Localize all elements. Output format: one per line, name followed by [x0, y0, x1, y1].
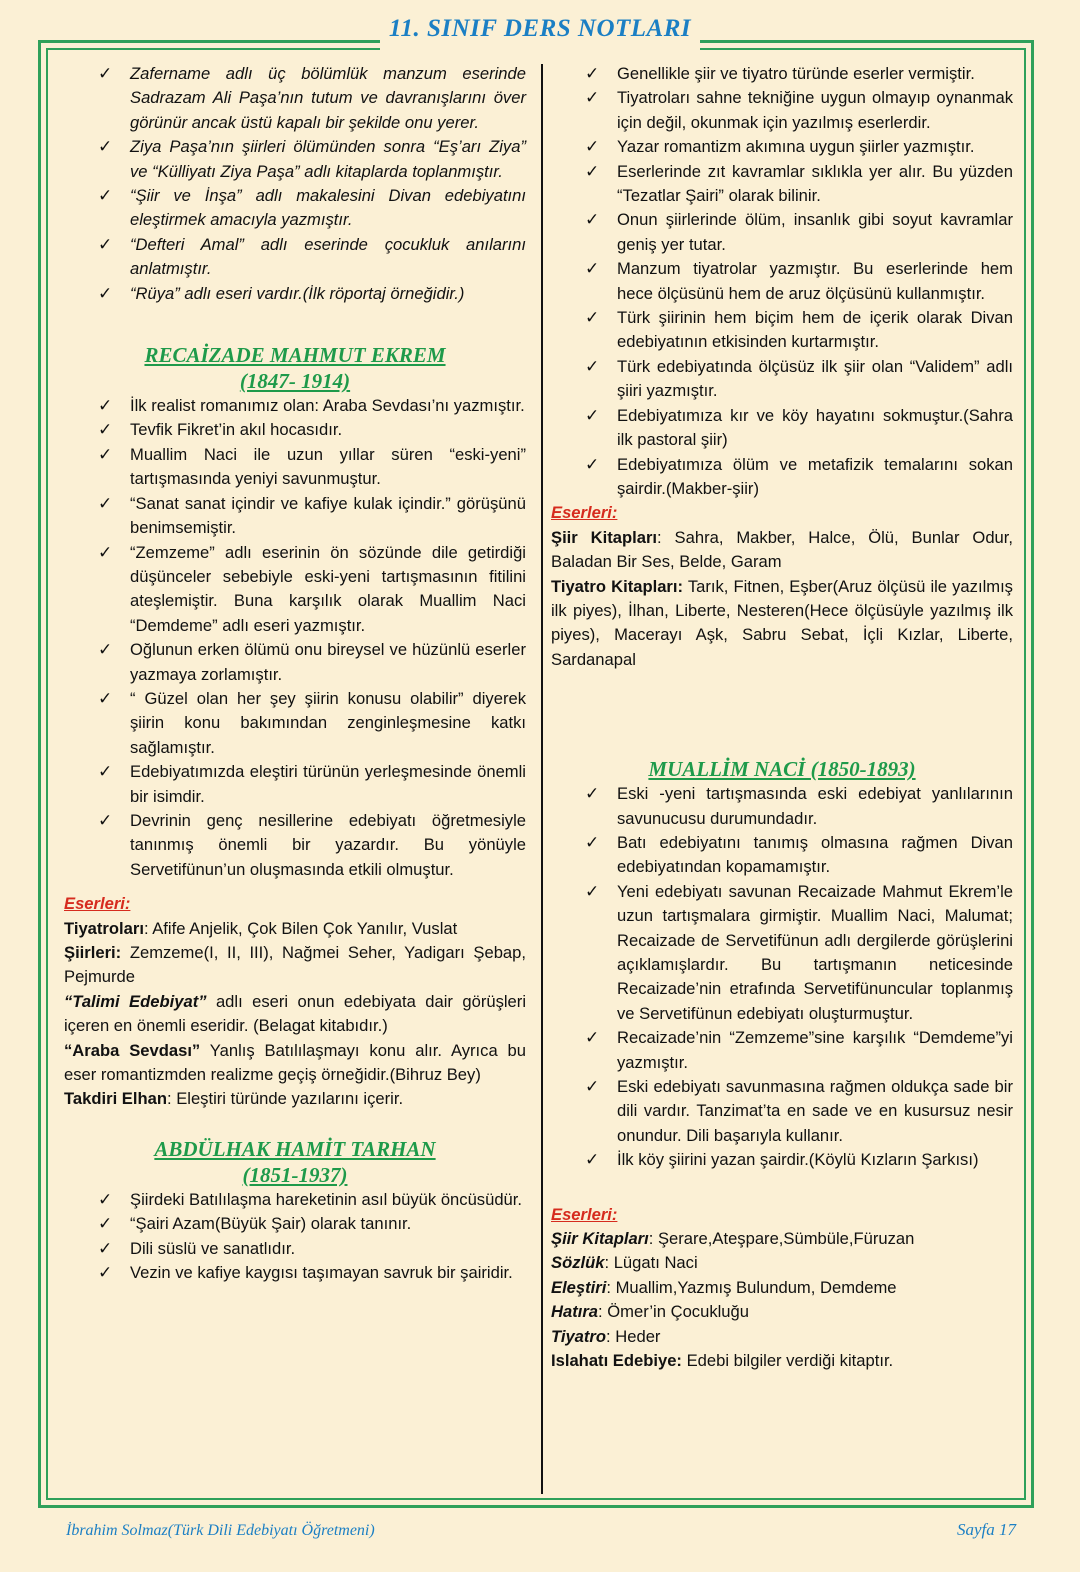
list-item: ✓ Edebiyatımıza ölüm ve metafizik temalarını sokan şairdir.(Makber-şiir): [551, 453, 1013, 502]
list-item: ✓ Yazar romantizm akımına uygun şiirler yazmıştır.: [551, 135, 1013, 159]
list-item: ✓ Muallim Naci ile uzun yıllar süren “eski-yeni” tartışmasında yeniyi savunmuştur.: [64, 443, 526, 492]
works-line: Şiirleri: Zemzeme(I, II, III), Nağmei Seher, Yadigarı Şebap, Pejmurde: [64, 943, 526, 987]
footer-page-number: Sayfa 17: [956, 1520, 1016, 1539]
list-item: ✓ Şiirdeki Batılılaşma hareketinin asıl büyük öncüsüdür.: [64, 1188, 526, 1212]
list-item: ✓ Oğlunun erken ölümü onu bireysel ve hüzünlü eserler yazmaya zorlamıştır.: [64, 638, 526, 687]
works-line: Takdiri Elhan: Eleştiri türünde yazılarını içerir.: [64, 1089, 404, 1109]
list-item: ✓ Tevfik Fikret’in akıl hocasıdır.: [64, 418, 526, 442]
list-item: ✓ “Şiir ve İnşa” adlı makalesini Divan edebiyatını eleştirmek amacıyla yazmıştır.: [64, 184, 526, 233]
list-item: ✓ Manzum tiyatrolar yazmıştır. Bu eserlerinde hem hece ölçüsünü hem de aruz ölçüsünü kullanmıştır.: [551, 257, 1013, 306]
left-column: [64, 62, 526, 1285]
naci-works-label: Eserleri:: [551, 1204, 618, 1224]
list-item: ✓ Tiyatroları sahne tekniğine uygun olmayıp oynanmak için değil, okunmak için yazılmış eserlerdir.: [551, 86, 1013, 135]
works-line: Tiyatro Kitapları: Tarık, Fitnen, Eşber(Aruz ölçüsü ile yazılmış ilk piyes), İlhan, Liberte, Nesteren(Hece ölçüsüyle yazılmış ilk piyes), Macerayı Aşk, Sabru Sebat, İçli Kızlar, Liberte, Sardanapal: [551, 576, 1013, 669]
list-item: ✓ “Rüya” adlı eseri vardır.(İlk röportaj örneğidir.): [64, 282, 526, 306]
list-item: ✓ Onun şiirlerinde ölüm, insanlık gibi soyut kavramlar geniş yer tutar.: [551, 208, 1013, 257]
works-line: Tiyatroları: Afife Anjelik, Çok Bilen Çok Yanılır, Vuslat: [64, 918, 458, 938]
works-line: Sözlük: Lügatı Naci: [551, 1253, 698, 1273]
works-line: “Araba Sevdası” Yanlış Batılılaşmayı konu alır. Ayrıca bu eser romantizmden realizme geçiş örneğidir.(Bihruz Bey): [64, 1040, 527, 1085]
footer-author: İbrahim Solmaz(Türk Dili Edebiyatı Öğretmeni): [66, 1522, 375, 1539]
list-item: ✓ “Sanat sanat içindir ve kafiye kulak içindir.” görüşünü benimsemiştir.: [64, 492, 526, 541]
list-item: ✓ İlk realist romanımız olan: Araba Sevdası’nı yazmıştır.: [64, 394, 526, 418]
works-line: “Talimi Edebiyat” adlı eseri onun edebiyata dair görüşleri içeren en önemli eseridir. (Belagat kitabıdır.): [64, 991, 527, 1036]
right-column: [551, 62, 1013, 1374]
naci-heading: MUALLİM NACİ (1850-1893): [648, 757, 916, 782]
page-title: 11. SINIF DERS NOTLARI: [388, 15, 692, 42]
works-line: Islahatı Edebiye: Edebi bilgiler verdiği kitaptır.: [551, 1351, 894, 1371]
list-item: ✓ Eski -yeni tartışmasında eski edebiyat yanlılarının savunucusu durumundadır.: [551, 782, 1013, 831]
list-item: ✓ Edebiyatımızda eleştiri türünün yerleşmesinde önemli bir isimdir.: [64, 760, 526, 809]
works-line: Eleştiri: Muallim,Yazmış Bulundum, Demdeme: [551, 1277, 897, 1297]
hamit-works-label: Eserleri:: [551, 503, 618, 523]
works-line: Tiyatro: Heder: [551, 1326, 661, 1346]
list-item: ✓ Eserlerinde zıt kavramlar sıklıkla yer alır. Bu yüzden “Tezatlar Şairi” olarak bilinir.: [551, 160, 1013, 209]
ekrem-works-label: Eserleri:: [64, 894, 131, 914]
list-item: ✓ Edebiyatımıza kır ve köy hayatını sokmuştur.(Sahra ilk pastoral şiir): [551, 404, 1013, 453]
ekrem-years: (1847- 1914): [239, 369, 351, 394]
ekrem-heading: RECAİZADE MAHMUT EKREM: [144, 343, 446, 368]
list-item: ✓ Zafername adlı üç bölümlük manzum eserinde Sadrazam Ali Paşa’nın tutum ve davranışlarını över görünür ancak üstü kapalı bir şekilde onu yerer.: [64, 62, 526, 135]
list-item: ✓ Dili süslü ve sanatlıdır.: [64, 1237, 526, 1261]
list-item: ✓ Devrinin genç nesillerine edebiyatı öğretmesiyle tanınmış önemli bir yazardır. Bu yönüyle Servetifünun’un oluşmasında etkili olmuştur.: [64, 809, 526, 882]
works-line: Hatıra: Ömer’in Çocukluğu: [551, 1302, 749, 1322]
list-item: ✓ Ziya Paşa’nın şiirleri ölümünden sonra “Eş’arı Ziya” ve “Külliyatı Ziya Paşa” adlı kitaplarda toplanmıştır.: [64, 135, 526, 184]
list-item: ✓ Vezin ve kafiye kaygısı taşımayan savruk bir şairidir.: [64, 1261, 526, 1285]
column-divider: [541, 64, 543, 1494]
list-item: ✓ “Defteri Amal” adlı eserinde çocukluk anılarını anlatmıştır.: [64, 233, 526, 282]
list-item: ✓ “Şairi Azam(Büyük Şair) olarak tanınır.: [64, 1212, 526, 1236]
list-item: ✓ “Zemzeme” adlı eserinin ön sözünde dile getirdiği düşünceler sebebiyle eski-yeni tartışmasının fitilini ateşlemiştir. Buna karşılık olarak Muallim Naci “Demdeme” adlı eseri yazmıştır.: [64, 541, 526, 639]
list-item: ✓ İlk köy şiirini yazan şairdir.(Köylü Kızların Şarkısı): [551, 1148, 1013, 1172]
works-line: Şiir Kitapları: Sahra, Makber, Halce, Ölü, Bunlar Odur, Baladan Bir Ses, Belde, Garam: [551, 527, 1013, 572]
list-item: ✓ Yeni edebiyatı savunan Recaizade Mahmut Ekrem’le uzun tartışmalara girmiştir. Muallim Naci, Malumat; Recaizade de Servetifünun adlı dergilerde görüşlerini açıklamışlardır. Bu tartışmanın neticesinde Recaizade’nin etrafında Servetifünuncular toplanmış ve Servetifünun edebiyatı oluşturmuştur.: [551, 880, 1013, 1026]
hamit-heading: ABDÜLHAK HAMİT TARHAN: [154, 1136, 436, 1161]
list-item: ✓ “ Güzel olan her şey şiirin konusu olabilir” diyerek şiirin konu bakımından zenginleşmesine katkı sağlamıştır.: [64, 687, 526, 760]
list-item: ✓ Eski edebiyatı savunmasına rağmen oldukça sade bir dili vardır. Tanzimat’ta en sade ve en kusursuz nesir onundur. Dili başarıyla kullanır.: [551, 1075, 1013, 1148]
list-item: ✓ Genellikle şiir ve tiyatro türünde eserler vermiştir.: [551, 62, 1013, 86]
list-item: ✓ Türk edebiyatında ölçüsüz ilk şiir olan “Validem” adlı şiiri yazmıştır.: [551, 355, 1013, 404]
list-item: ✓ Recaizade’nin “Zemzeme”sine karşılık “Demdeme”yi yazmıştır.: [551, 1026, 1013, 1075]
hamit-years: (1851-1937): [242, 1162, 348, 1187]
list-item: ✓ Batı edebiyatını tanımış olmasına rağmen Divan edebiyatından kopamamıştır.: [551, 831, 1013, 880]
list-item: ✓ Türk şiirinin hem biçim hem de içerik olarak Divan edebiyatının etkisinden kurtarmıştır.: [551, 306, 1013, 355]
works-line: Şiir Kitapları: Şerare,Ateşpare,Sümbüle,Füruzan: [551, 1229, 915, 1249]
